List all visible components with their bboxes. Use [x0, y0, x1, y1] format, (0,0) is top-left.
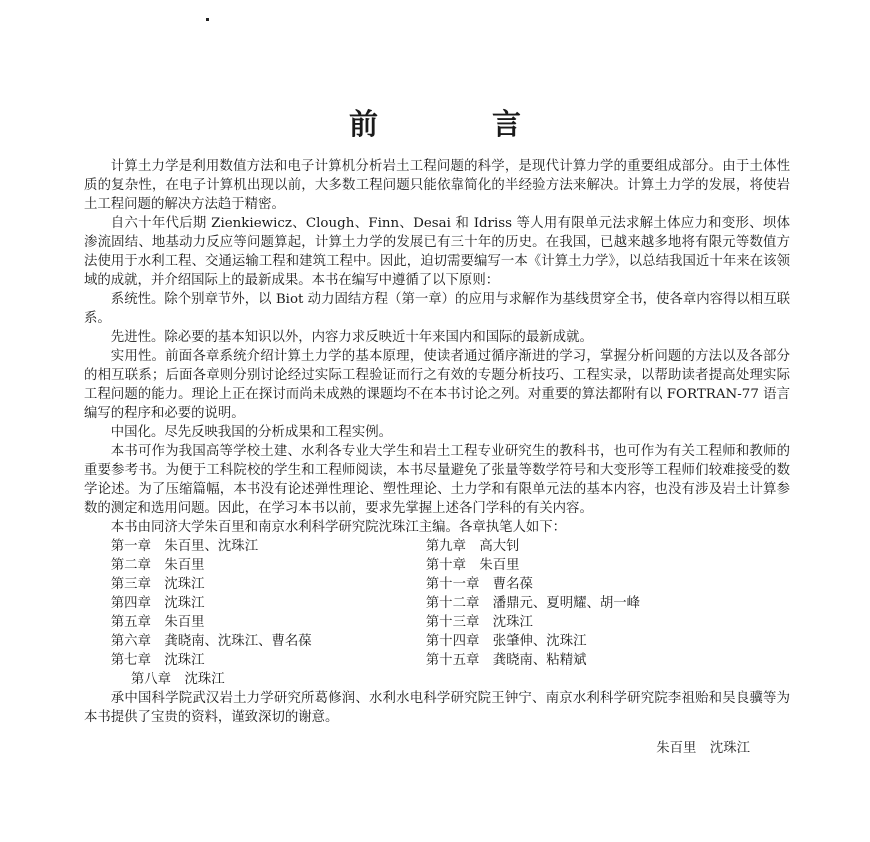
chapter-entry: 第二章 朱百里	[110, 558, 205, 573]
chapter-entry: 第一章 朱百里、沈珠江	[110, 539, 259, 554]
chapter-author-list	[84, 537, 790, 689]
chapter-entry: 第四章 沈珠江	[110, 596, 205, 611]
paragraph-systematic: 系统性。除个别章节外，以 Biot 动力固结方程（第一章）的应用与求解作为基线贯穿全书，使各章内容得以相互联系。	[84, 292, 790, 326]
paragraph-editors: 本书由同济大学朱百里和南京水利科学研究院沈珠江主编。各章执笔人如下：	[110, 520, 567, 535]
chapter-entry: 第七章 沈珠江	[110, 653, 205, 668]
paragraph-history: 自六十年代后期 Zienkiewicz、Clough、Finn、Desai 和 Idriss 等人用有限单元法求解土体应力和变形、坝体渗流固结、地基动力反应等问题算起，计算土力学的发展已有三十年的历史。在我国，已越来越多地将有限元等数值方法使用于水利工程、交通运输工程和建筑工程中。因此，迫切需要编写一本《计算土力学》，以总结我国近十年来在该领域的成就，并介绍国际上的最新成果。本书在编写中遵循了以下原则：	[84, 216, 790, 288]
chapter-entry: 第十四章 张肇伸、沈珠江	[425, 634, 587, 649]
chapter-entry: 第十二章 潘鼎元、夏明耀、胡一峰	[425, 596, 641, 611]
paragraph-localized: 中国化。尽先反映我国的分析成果和工程实例。	[110, 425, 392, 440]
paragraph-practical: 实用性。前面各章系统介绍计算土力学的基本原理，使读者通过循序渐进的学习，掌握分析问题的方法以及各部分的相互联系；后面各章则分别讨论经过实际工程验证而行之有效的专题分析技巧、工程实录，以帮助读者提高处理实际工程问题的能力。理论上正在探讨而尚未成熟的课题均不在本书讨论之列。对重要的算法都附有以 FORTRAN-77 语言编写的程序和必要的说明。	[84, 349, 790, 421]
chapter-spacer	[399, 670, 790, 689]
paragraph-advanced: 先进性。除必要的基本知识以外，内容力求反映近十年来国内和国际的最新成就。	[110, 330, 593, 345]
chapter-entry: 第十章 朱百里	[425, 558, 520, 573]
chapter-entry: 第九章 高大钊	[425, 539, 520, 554]
chapter-entry: 第五章 朱百里	[110, 615, 205, 630]
chapter-entry: 第八章 沈珠江	[130, 672, 225, 687]
preface-body	[84, 157, 790, 758]
signature: 朱百里 沈珠江	[656, 741, 750, 756]
paragraph-audience: 本书可作为我国高等学校土建、水利各专业大学生和岩土工程专业研究生的教科书，也可作为有关工程师和教师的重要参考书。为便于工科院校的学生和工程师阅读，本书尽量避免了张量等数学符号和大变形等工程师们较难接受的数学论述。为了压缩篇幅，本书没有论述弹性理论、塑性理论、土力学和有限单元法的基本内容，也没有涉及岩土计算参数的测定和选用问题。因此，在学习本书以前，要求先掌握上述各门学科的有关内容。	[84, 444, 790, 516]
chapter-entry: 第十一章 曹名葆	[425, 577, 533, 592]
paragraph-intro: 计算土力学是利用数值方法和电子计算机分析岩土工程问题的科学，是现代计算力学的重要组成部分。由于土体性质的复杂性，在电子计算机出现以前，大多数工程问题只能依靠简化的半经验方法来解决。计算土力学的发展，将使岩土工程问题的解决方法趋于精密。	[84, 159, 790, 212]
page-title: 前 言	[348, 107, 574, 141]
speck-mark	[206, 18, 209, 21]
paragraph-thanks: 承中国科学院武汉岩土力学研究所葛修润、水利水电科学研究院王钟宁、南京水利科学研究院李祖贻和吴良骥等为本书提供了宝贵的资料，谨致深切的谢意。	[84, 691, 790, 725]
chapter-entry: 第六章 龚晓南、沈珠江、曹名葆	[110, 634, 312, 649]
chapter-entry: 第十三章 沈珠江	[425, 615, 533, 630]
chapter-entry: 第三章 沈珠江	[110, 577, 205, 592]
chapter-entry: 第十五章 龚晓南、粘精斌	[425, 653, 587, 668]
